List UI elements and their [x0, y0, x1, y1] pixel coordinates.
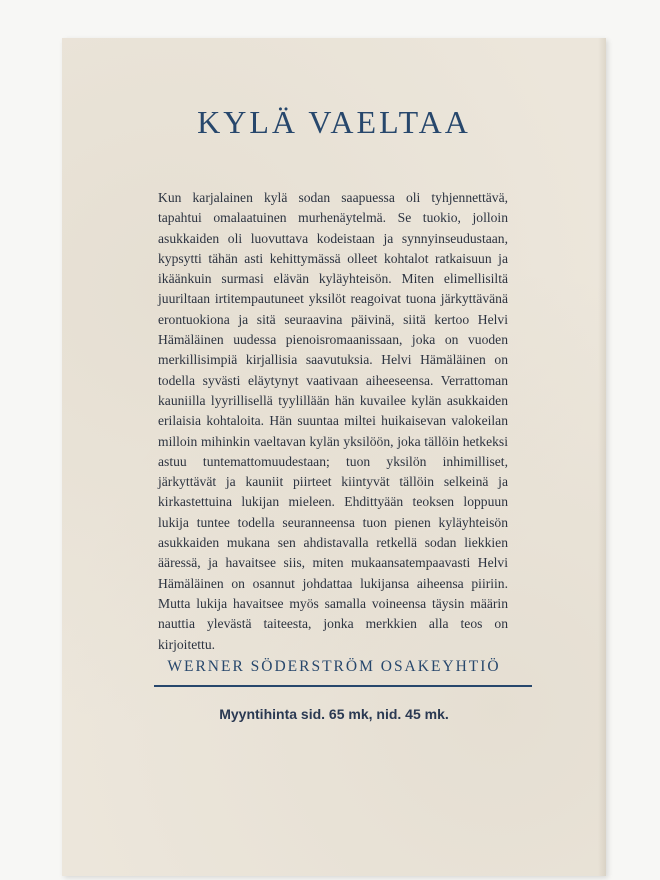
- book-title: KYLÄ VAELTAA: [197, 104, 471, 140]
- publisher-divider: [154, 685, 532, 687]
- book-description: Kun karjalainen kylä sodan saapuessa oli tyhjennettävä, tapahtui omalaatuinen murhenäytelmä. Se tuokio, jolloin asukkaiden oli luovuttava kodeistaan ja synnyinseudustaan, kypsytti tähän asti kehittymässä olleet kohtalot ratkaisuun ja ikäänkuin surmasi elävän kyläyhteisön. Miten elimellisiltä juuriltaan irtitempautuneet yksilöt reagoivat tuona järkyttävänä erontuokiona ja sitä seuraavina päivinä, siitä kertoo Helvi Hämäläinen uudessa pienoisromaanissaan, joka on vuoden merkillisimpiä kirjallisia saavutuksia. Helvi Hämäläinen on todella syvästi eläytynyt vaativaan aiheeseensa. Verrattoman kauniilla lyyrillisellä tyylillään hän kuvailee kylän asukkaiden erilaisia kohtaloita. Hän suuntaa miltei huikaisevan valokeilan milloin mihinkin vaeltavan kylän yksilöön, joka tällöin hetkeksi astuu tuntemattomuudestaan; tuon yksilön inhimilliset, järkyttävät ja kauniit piirteet kiintyvät tällöin selkeinä ja kirkastettuina lukijan mieleen. Ehdittyään teoksen loppuun lukija tuntee todella seuranneensa tuon pienen kyläyhteisön asukkaiden mukana sen ahdistavalla retkellä sodan liekkien ääressä, ja havaitsee siis, miten mukaansatempaavasti Helvi Hämäläinen on osannut johdattaa lukijansa aiheensa piiriin. Mutta lukija havaitsee myös samalla voineensa täysin määrin nauttia ylevästä taiteesta, jonka merkkien alla teos on kirjoitettu.: [158, 190, 508, 652]
- book-jacket-back-cover: [62, 38, 606, 876]
- publisher-name: WERNER SÖDERSTRÖM OSAKEYHTIÖ: [167, 658, 501, 675]
- price-line: Myyntihinta sid. 65 mk, nid. 45 mk.: [219, 706, 449, 722]
